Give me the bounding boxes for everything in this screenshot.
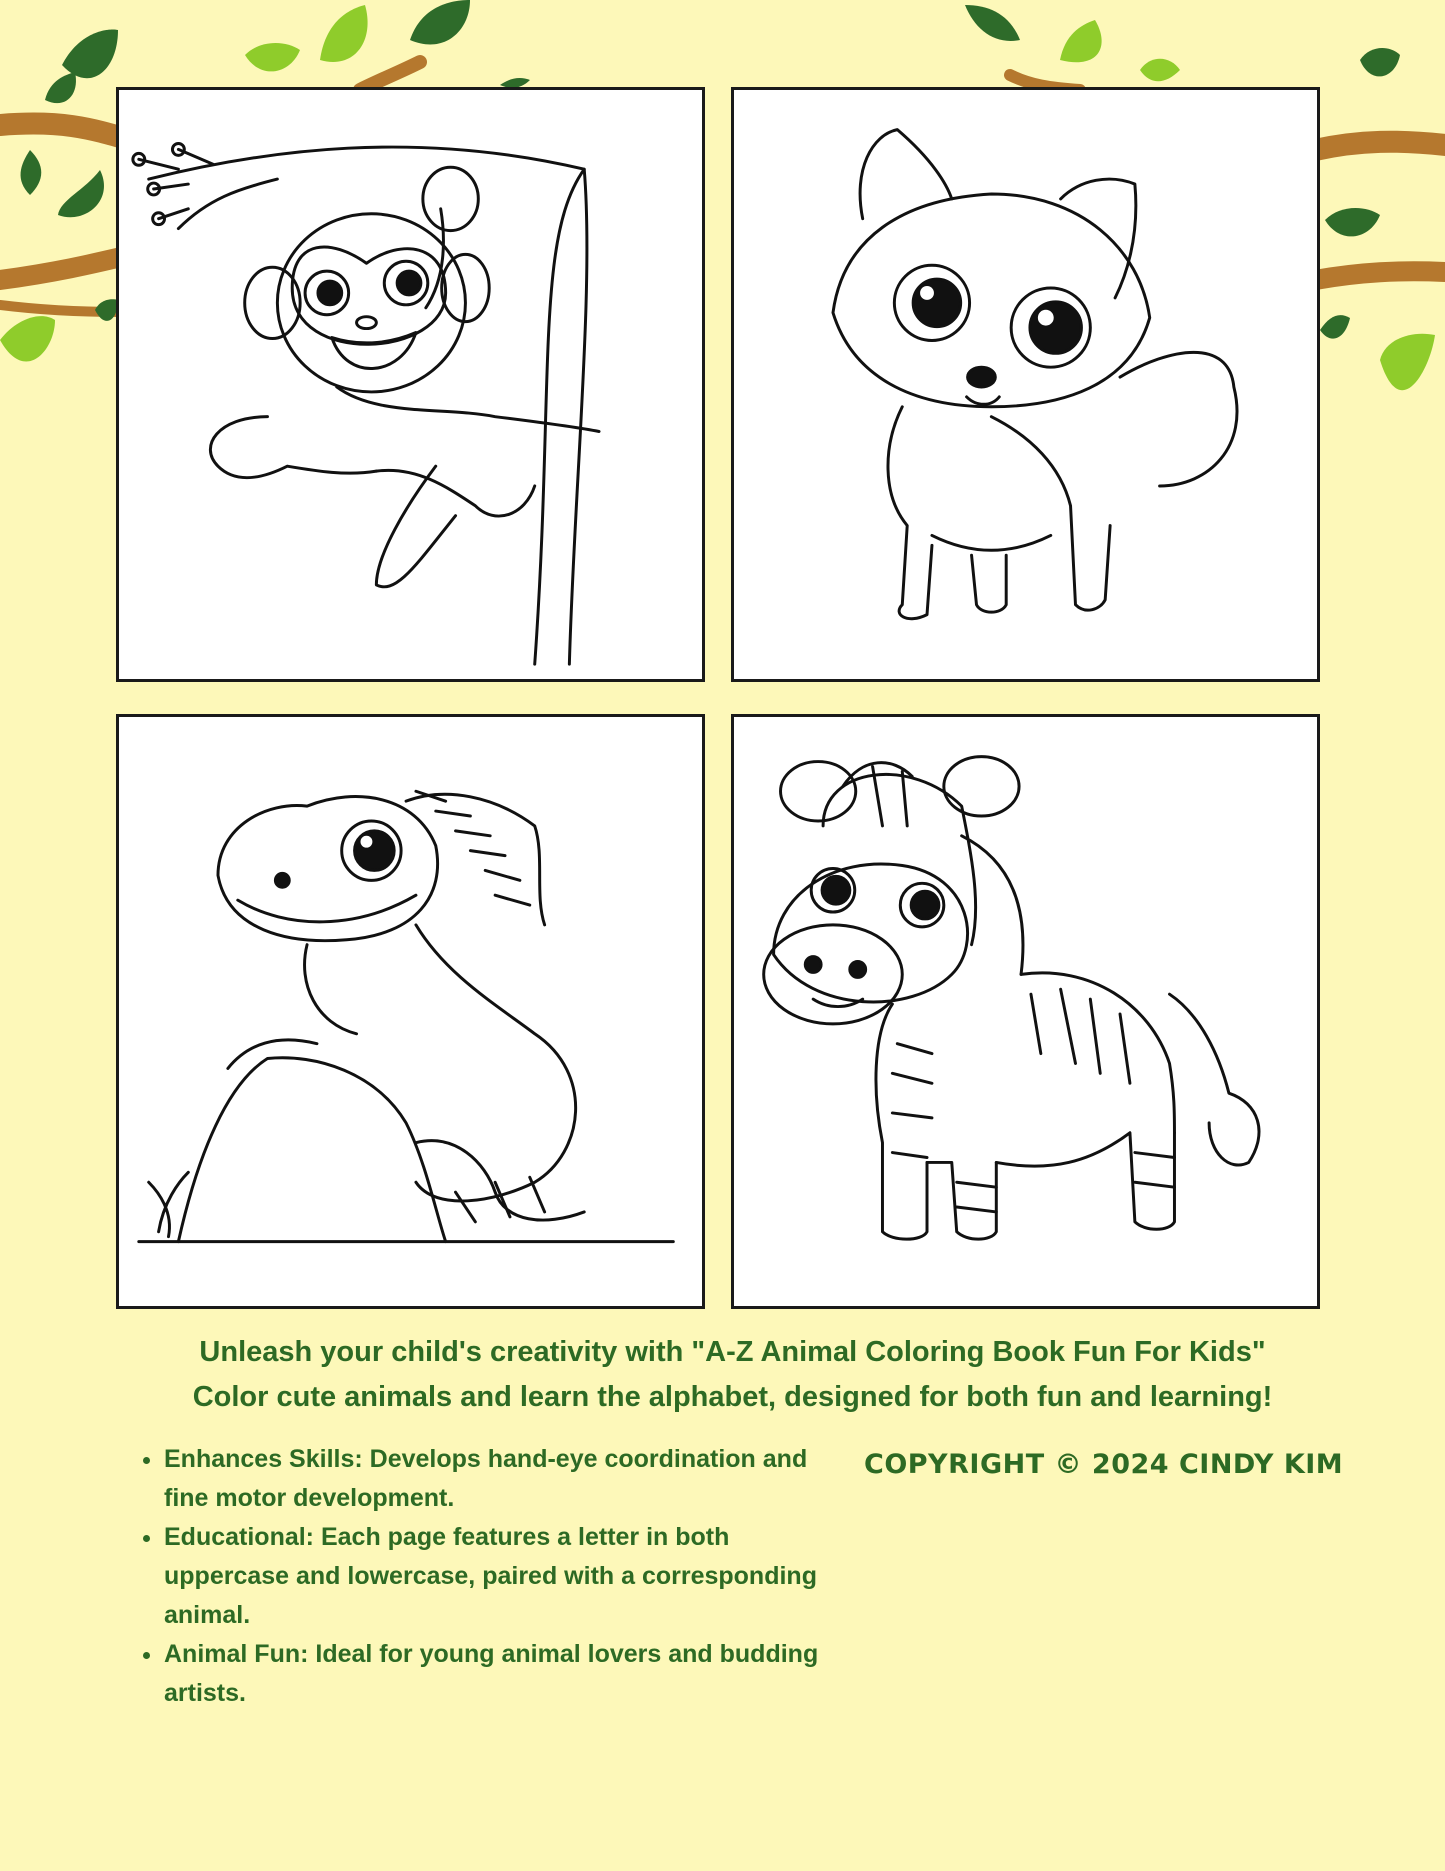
feature-item-enhances-skills: • Enhances Skills: Develops hand-eye coordination and fine motor development.: [164, 1440, 844, 1518]
headline-line-1: Unleash your child's creativity with "A-Z Animal Coloring Book Fun For Kids": [199, 1336, 1266, 1368]
zebra-icon: [734, 717, 1317, 1306]
iguana-on-rock-icon: [119, 717, 702, 1306]
headline-line-2: Color cute animals and learn the alphabet, designed for both fun and learning!: [192, 1381, 1273, 1413]
zebra-coloring-panel: [731, 714, 1320, 1309]
feature-item-educational: • Educational: Each page features a letter in both uppercase and lowercase, paired with a corresponding animal.: [164, 1518, 844, 1635]
monkey-icon: [119, 90, 702, 679]
feature-list: [130, 1440, 844, 1713]
feature-item-animal-fun: • Animal Fun: Ideal for young animal lovers and budding artists.: [164, 1635, 844, 1713]
iguana-coloring-panel: [116, 714, 705, 1309]
fox-coloring-panel: [731, 87, 1320, 682]
fox-icon: [734, 90, 1317, 679]
monkey-coloring-panel: [116, 87, 705, 682]
copyright-notice: COPYRIGHT © 2024 CINDY KIM: [864, 1449, 1344, 1480]
